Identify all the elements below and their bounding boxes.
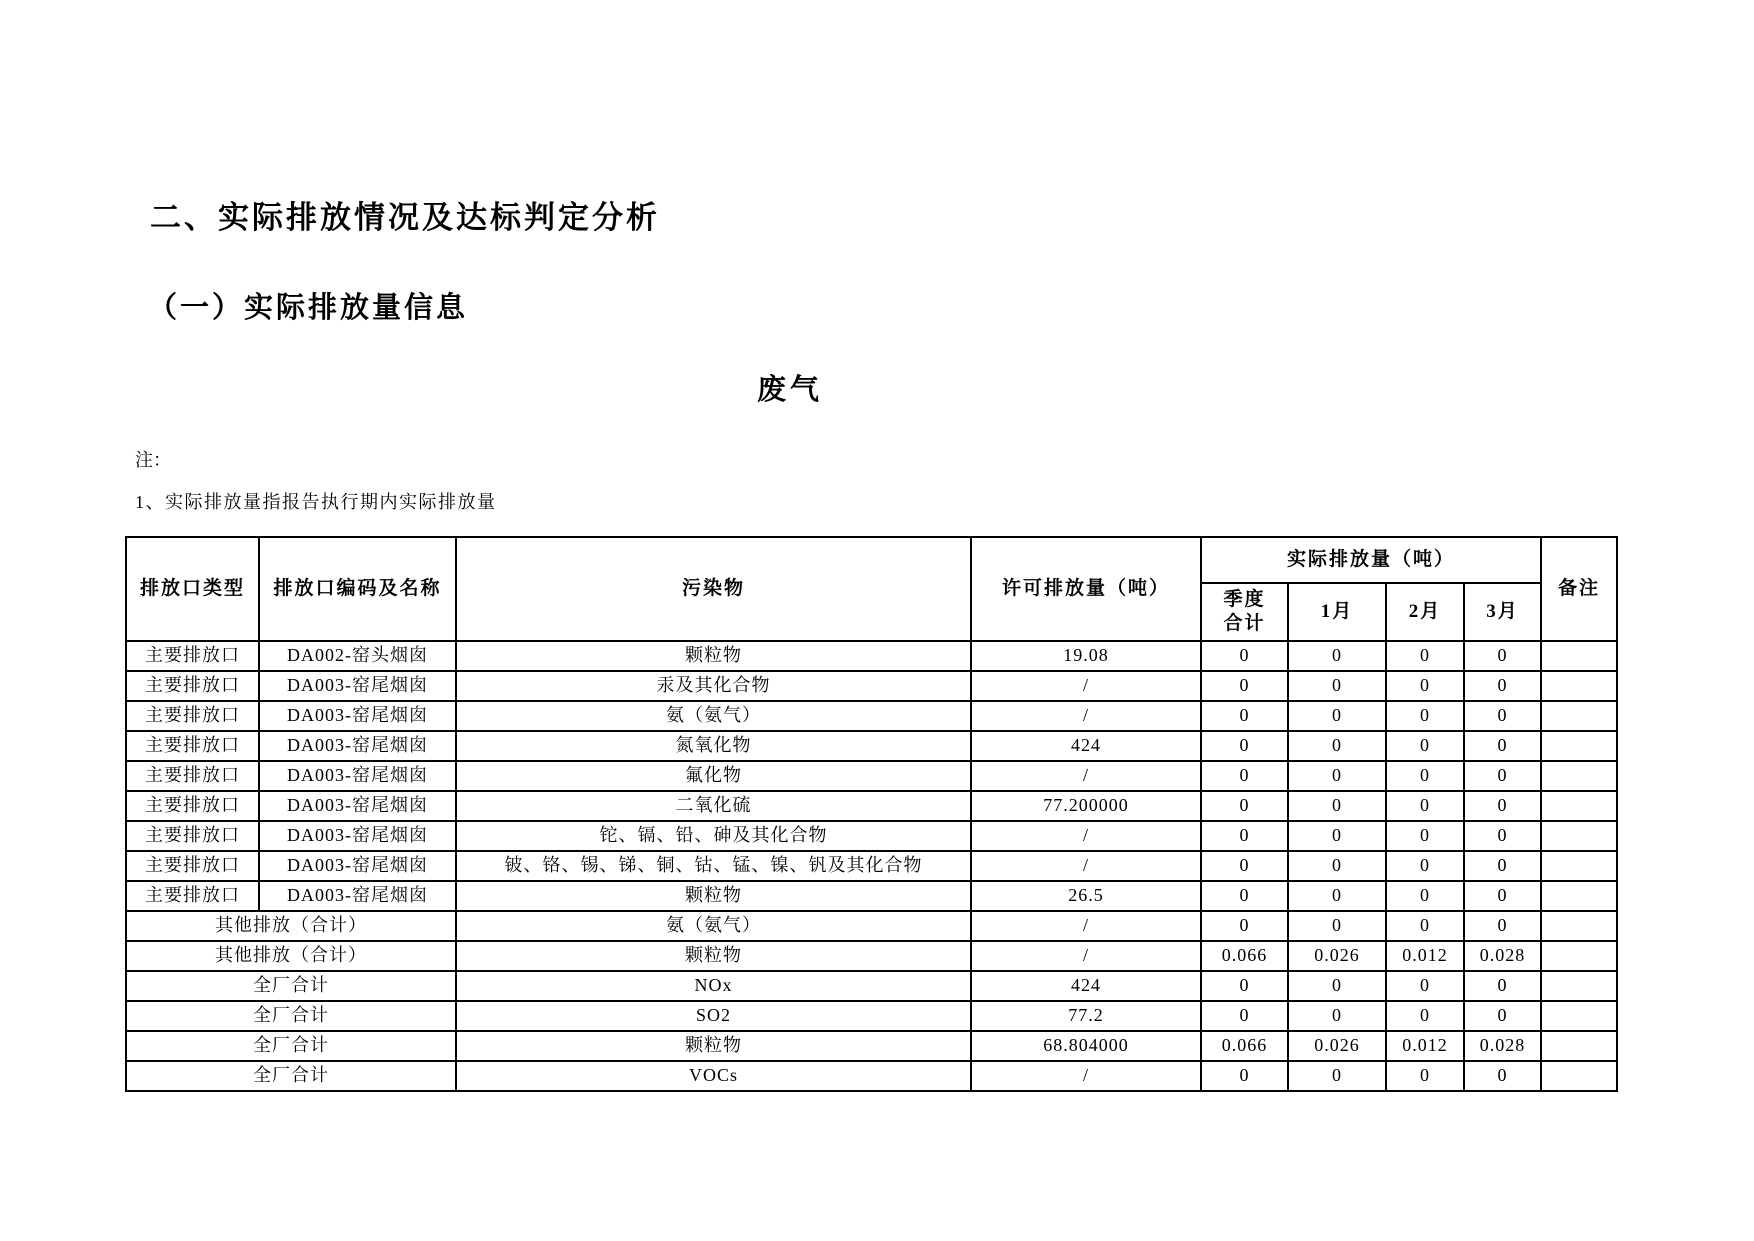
cell-outlet-merged: 全厂合计 bbox=[126, 971, 456, 1001]
cell-month-2: 0.012 bbox=[1386, 941, 1464, 971]
table-row bbox=[126, 881, 1617, 911]
cell-remark bbox=[1541, 731, 1617, 761]
cell-remark bbox=[1541, 941, 1617, 971]
cell-month-1: 0 bbox=[1288, 761, 1386, 791]
cell-outlet-type: 主要排放口 bbox=[126, 701, 259, 731]
cell-month-3: 0 bbox=[1464, 701, 1541, 731]
cell-month-3: 0.028 bbox=[1464, 941, 1541, 971]
cell-pollutant: 氨（氨气） bbox=[456, 701, 971, 731]
header-actual-emissions: 实际排放量（吨） bbox=[1201, 537, 1541, 583]
cell-quarter-total: 0 bbox=[1201, 791, 1288, 821]
cell-month-2: 0 bbox=[1386, 731, 1464, 761]
cell-remark bbox=[1541, 911, 1617, 941]
cell-remark bbox=[1541, 791, 1617, 821]
table-row bbox=[126, 851, 1617, 881]
table-row bbox=[126, 911, 1617, 941]
cell-month-3: 0 bbox=[1464, 821, 1541, 851]
header-pollutant: 污染物 bbox=[456, 537, 971, 641]
cell-month-3: 0 bbox=[1464, 1061, 1541, 1091]
cell-pollutant: 氨（氨气） bbox=[456, 911, 971, 941]
cell-outlet-code: DA003-窑尾烟囱 bbox=[259, 851, 456, 881]
cell-outlet-code: DA003-窑尾烟囱 bbox=[259, 731, 456, 761]
cell-permitted: 77.200000 bbox=[971, 791, 1201, 821]
cell-month-2: 0 bbox=[1386, 761, 1464, 791]
cell-month-2: 0 bbox=[1386, 1001, 1464, 1031]
cell-month-1: 0.026 bbox=[1288, 941, 1386, 971]
note-line-1: 1、实际排放量指报告执行期内实际排放量 bbox=[135, 492, 497, 512]
cell-month-2: 0 bbox=[1386, 791, 1464, 821]
cell-outlet-type: 主要排放口 bbox=[126, 671, 259, 701]
cell-quarter-total: 0 bbox=[1201, 761, 1288, 791]
cell-pollutant: VOCs bbox=[456, 1061, 971, 1091]
cell-pollutant: 颗粒物 bbox=[456, 881, 971, 911]
cell-pollutant: 氟化物 bbox=[456, 761, 971, 791]
cell-outlet-code: DA003-窑尾烟囱 bbox=[259, 791, 456, 821]
cell-month-1: 0 bbox=[1288, 1061, 1386, 1091]
cell-month-1: 0 bbox=[1288, 731, 1386, 761]
cell-pollutant: 颗粒物 bbox=[456, 641, 971, 671]
cell-quarter-total: 0 bbox=[1201, 641, 1288, 671]
table-row bbox=[126, 791, 1617, 821]
cell-remark bbox=[1541, 881, 1617, 911]
cell-permitted: 19.08 bbox=[971, 641, 1201, 671]
table-row bbox=[126, 731, 1617, 761]
header-month-3: 3月 bbox=[1464, 583, 1541, 641]
cell-month-3: 0 bbox=[1464, 671, 1541, 701]
table-row bbox=[126, 641, 1617, 671]
cell-outlet-type: 主要排放口 bbox=[126, 641, 259, 671]
cell-month-3: 0 bbox=[1464, 971, 1541, 1001]
cell-outlet-type: 主要排放口 bbox=[126, 881, 259, 911]
cell-outlet-type: 主要排放口 bbox=[126, 791, 259, 821]
cell-month-1: 0 bbox=[1288, 701, 1386, 731]
header-outlet-code: 排放口编码及名称 bbox=[259, 537, 456, 641]
note-label: 注： bbox=[135, 450, 171, 470]
cell-outlet-code: DA003-窑尾烟囱 bbox=[259, 761, 456, 791]
cell-permitted: 68.804000 bbox=[971, 1031, 1201, 1061]
cell-permitted: 77.2 bbox=[971, 1001, 1201, 1031]
cell-pollutant: 二氧化硫 bbox=[456, 791, 971, 821]
cell-permitted: / bbox=[971, 941, 1201, 971]
cell-remark bbox=[1541, 761, 1617, 791]
cell-remark bbox=[1541, 1031, 1617, 1061]
cell-quarter-total: 0.066 bbox=[1201, 941, 1288, 971]
cell-permitted: 424 bbox=[971, 971, 1201, 1001]
cell-pollutant: NOx bbox=[456, 971, 971, 1001]
cell-outlet-merged: 全厂合计 bbox=[126, 1001, 456, 1031]
cell-month-2: 0.012 bbox=[1386, 1031, 1464, 1061]
table-row bbox=[126, 1061, 1617, 1091]
cell-permitted: / bbox=[971, 1061, 1201, 1091]
cell-outlet-merged: 全厂合计 bbox=[126, 1061, 456, 1091]
cell-outlet-merged: 其他排放（合计） bbox=[126, 941, 456, 971]
table-title: 废气 bbox=[756, 374, 823, 406]
cell-month-2: 0 bbox=[1386, 1061, 1464, 1091]
cell-pollutant: 汞及其化合物 bbox=[456, 671, 971, 701]
section-heading: 二、实际排放情况及达标判定分析 bbox=[150, 200, 660, 235]
cell-month-3: 0 bbox=[1464, 731, 1541, 761]
emissions-table bbox=[125, 536, 1618, 1092]
cell-pollutant: 铍、铬、锡、锑、铜、钴、锰、镍、钒及其化合物 bbox=[456, 851, 971, 881]
cell-permitted: / bbox=[971, 671, 1201, 701]
table-row bbox=[126, 1031, 1617, 1061]
cell-month-3: 0 bbox=[1464, 851, 1541, 881]
cell-month-2: 0 bbox=[1386, 851, 1464, 881]
cell-outlet-type: 主要排放口 bbox=[126, 851, 259, 881]
cell-month-1: 0 bbox=[1288, 821, 1386, 851]
cell-month-2: 0 bbox=[1386, 971, 1464, 1001]
cell-outlet-type: 主要排放口 bbox=[126, 731, 259, 761]
cell-permitted: / bbox=[971, 761, 1201, 791]
header-permitted: 许可排放量（吨） bbox=[971, 537, 1201, 641]
cell-outlet-type: 主要排放口 bbox=[126, 821, 259, 851]
cell-outlet-code: DA002-窑头烟囱 bbox=[259, 641, 456, 671]
cell-month-1: 0.026 bbox=[1288, 1031, 1386, 1061]
header-quarter-total-line1: 季度 bbox=[1223, 589, 1266, 611]
cell-quarter-total: 0 bbox=[1201, 671, 1288, 701]
cell-remark bbox=[1541, 671, 1617, 701]
cell-quarter-total: 0 bbox=[1201, 971, 1288, 1001]
cell-month-2: 0 bbox=[1386, 671, 1464, 701]
cell-pollutant: 铊、镉、铅、砷及其化合物 bbox=[456, 821, 971, 851]
header-remark: 备注 bbox=[1541, 537, 1617, 641]
cell-remark bbox=[1541, 851, 1617, 881]
header-row-1 bbox=[126, 537, 1617, 583]
cell-month-3: 0 bbox=[1464, 761, 1541, 791]
cell-remark bbox=[1541, 701, 1617, 731]
table-row bbox=[126, 941, 1617, 971]
cell-month-3: 0.028 bbox=[1464, 1031, 1541, 1061]
cell-month-1: 0 bbox=[1288, 1001, 1386, 1031]
cell-remark bbox=[1541, 1061, 1617, 1091]
cell-permitted: / bbox=[971, 701, 1201, 731]
subsection-heading: （一）实际排放量信息 bbox=[148, 292, 469, 324]
table-row bbox=[126, 821, 1617, 851]
cell-quarter-total: 0 bbox=[1201, 851, 1288, 881]
cell-permitted: / bbox=[971, 851, 1201, 881]
cell-month-3: 0 bbox=[1464, 881, 1541, 911]
header-month-2: 2月 bbox=[1386, 583, 1464, 641]
header-month-1: 1月 bbox=[1288, 583, 1386, 641]
cell-month-3: 0 bbox=[1464, 911, 1541, 941]
cell-remark bbox=[1541, 1001, 1617, 1031]
cell-remark bbox=[1541, 641, 1617, 671]
cell-month-1: 0 bbox=[1288, 791, 1386, 821]
cell-permitted: 26.5 bbox=[971, 881, 1201, 911]
table-row bbox=[126, 671, 1617, 701]
cell-permitted: / bbox=[971, 911, 1201, 941]
cell-month-2: 0 bbox=[1386, 911, 1464, 941]
cell-month-3: 0 bbox=[1464, 791, 1541, 821]
cell-quarter-total: 0 bbox=[1201, 701, 1288, 731]
cell-outlet-type: 主要排放口 bbox=[126, 761, 259, 791]
table-header bbox=[126, 537, 1617, 641]
cell-pollutant: SO2 bbox=[456, 1001, 971, 1031]
cell-month-1: 0 bbox=[1288, 671, 1386, 701]
cell-pollutant: 氮氧化物 bbox=[456, 731, 971, 761]
table-body bbox=[126, 641, 1617, 1091]
cell-remark bbox=[1541, 821, 1617, 851]
cell-month-2: 0 bbox=[1386, 701, 1464, 731]
cell-month-2: 0 bbox=[1386, 641, 1464, 671]
table-row bbox=[126, 761, 1617, 791]
table-row bbox=[126, 701, 1617, 731]
cell-month-2: 0 bbox=[1386, 821, 1464, 851]
cell-remark bbox=[1541, 971, 1617, 1001]
cell-permitted: 424 bbox=[971, 731, 1201, 761]
cell-quarter-total: 0 bbox=[1201, 821, 1288, 851]
cell-month-3: 0 bbox=[1464, 1001, 1541, 1031]
cell-permitted: / bbox=[971, 821, 1201, 851]
table-row bbox=[126, 971, 1617, 1001]
table-row bbox=[126, 1001, 1617, 1031]
header-outlet-type: 排放口类型 bbox=[126, 537, 259, 641]
cell-month-1: 0 bbox=[1288, 911, 1386, 941]
cell-outlet-code: DA003-窑尾烟囱 bbox=[259, 671, 456, 701]
cell-quarter-total: 0 bbox=[1201, 881, 1288, 911]
cell-outlet-code: DA003-窑尾烟囱 bbox=[259, 881, 456, 911]
cell-outlet-code: DA003-窑尾烟囱 bbox=[259, 821, 456, 851]
cell-outlet-merged: 全厂合计 bbox=[126, 1031, 456, 1061]
cell-quarter-total: 0 bbox=[1201, 1001, 1288, 1031]
cell-quarter-total: 0 bbox=[1201, 911, 1288, 941]
cell-pollutant: 颗粒物 bbox=[456, 1031, 971, 1061]
cell-month-2: 0 bbox=[1386, 881, 1464, 911]
cell-month-1: 0 bbox=[1288, 881, 1386, 911]
cell-month-1: 0 bbox=[1288, 851, 1386, 881]
cell-quarter-total: 0.066 bbox=[1201, 1031, 1288, 1061]
cell-month-3: 0 bbox=[1464, 641, 1541, 671]
cell-month-1: 0 bbox=[1288, 971, 1386, 1001]
cell-pollutant: 颗粒物 bbox=[456, 941, 971, 971]
cell-outlet-code: DA003-窑尾烟囱 bbox=[259, 701, 456, 731]
cell-outlet-merged: 其他排放（合计） bbox=[126, 911, 456, 941]
cell-quarter-total: 0 bbox=[1201, 1061, 1288, 1091]
header-quarter-total-line2: 合计 bbox=[1223, 613, 1266, 634]
cell-month-1: 0 bbox=[1288, 641, 1386, 671]
cell-quarter-total: 0 bbox=[1201, 731, 1288, 761]
header-quarter-total bbox=[1201, 583, 1288, 641]
